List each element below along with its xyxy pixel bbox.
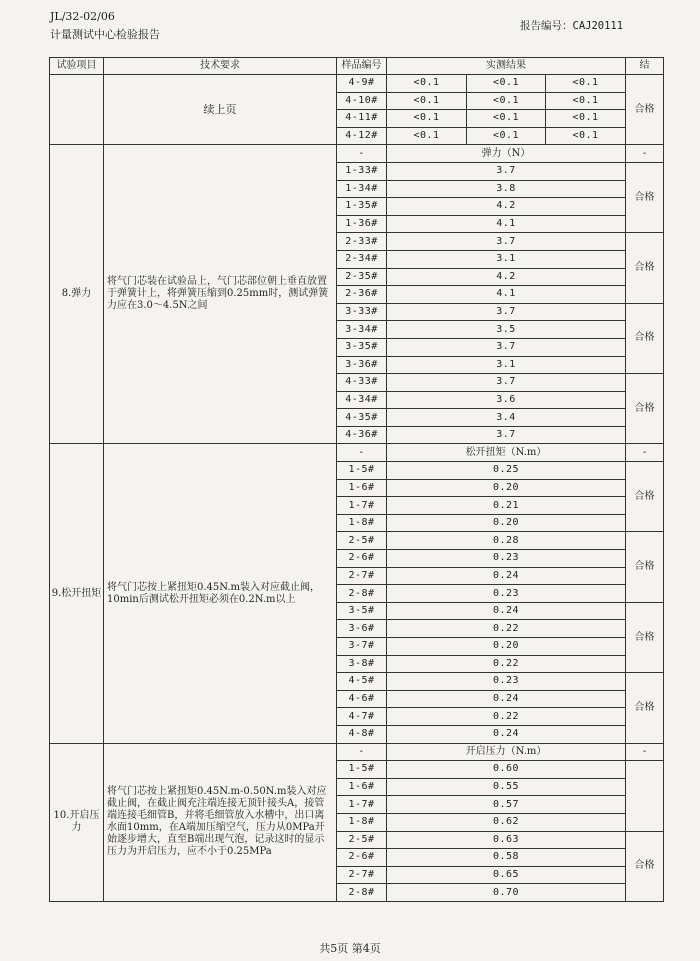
conclusion-cell: 合格 xyxy=(626,673,664,743)
measured-value: 3.7 xyxy=(387,426,626,444)
measured-value: <0.1 xyxy=(546,75,626,93)
measured-value: 0.21 xyxy=(387,497,626,515)
item-cell xyxy=(50,75,104,145)
measured-value: <0.1 xyxy=(546,110,626,128)
measured-value: 0.70 xyxy=(387,884,626,902)
continued-requirement: 续上页 xyxy=(104,75,337,145)
table-row xyxy=(50,75,664,93)
test-item-name: 9.松开扭矩 xyxy=(50,444,104,743)
measured-value: <0.1 xyxy=(467,75,546,93)
subheader-sample: - xyxy=(337,145,387,163)
measured-value: 3.8 xyxy=(387,180,626,198)
test-item-name: 8.弹力 xyxy=(50,145,104,444)
measured-value: 3.7 xyxy=(387,374,626,392)
col-header-requirement: 技术要求 xyxy=(104,58,337,75)
sample-id: 3-6# xyxy=(337,620,387,638)
measured-value: 4.1 xyxy=(387,215,626,233)
sample-id: 2-34# xyxy=(337,250,387,268)
sample-id: 3-8# xyxy=(337,655,387,673)
measured-value: 4.1 xyxy=(387,286,626,304)
measured-value: 4.2 xyxy=(387,198,626,216)
subheader-sample: - xyxy=(337,444,387,462)
subheader-result: - xyxy=(626,145,664,163)
col-header-item: 试验项目 xyxy=(50,58,104,75)
measured-value: 0.60 xyxy=(387,761,626,779)
measured-value: <0.1 xyxy=(387,92,467,110)
measure-label: 弹力（N） xyxy=(387,145,626,163)
subheader-sample: - xyxy=(337,743,387,761)
sample-id: 2-6# xyxy=(337,550,387,568)
conclusion-cell: 合格 xyxy=(626,374,664,444)
measured-value: <0.1 xyxy=(467,92,546,110)
conclusion-cell: 合格 xyxy=(626,602,664,672)
measured-value: 0.22 xyxy=(387,708,626,726)
measured-value: 0.62 xyxy=(387,813,626,831)
conclusion-cell: 合格 xyxy=(626,532,664,602)
technical-requirement: 将气门芯按上紧扭矩0.45N.m-0.50N.m装入对应截止阀，在截止阀充注端连接无顶针接头A，接管端连接毛细管B，并将毛细管放入水槽中，出口离水面10mm，在A端加压缩空气，压力从0MPa开始逐步增大，直至B端出现气泡，记录这时的显示压力为开启压力，应不小于0.25MPa xyxy=(104,743,337,901)
sample-id: 3-5# xyxy=(337,602,387,620)
measured-value: 3.7 xyxy=(387,162,626,180)
measured-value: 0.24 xyxy=(387,690,626,708)
sample-id: 1-34# xyxy=(337,180,387,198)
sample-id: 2-5# xyxy=(337,532,387,550)
sample-id: 4-7# xyxy=(337,708,387,726)
col-header-measured: 实测结果 xyxy=(387,58,626,75)
sample-id: 1-8# xyxy=(337,514,387,532)
measured-value: <0.1 xyxy=(467,127,546,145)
sample-id: 4-8# xyxy=(337,725,387,743)
measured-value: 0.55 xyxy=(387,778,626,796)
sample-id: 2-8# xyxy=(337,884,387,902)
section-subheader-row xyxy=(50,444,664,462)
sample-id: 4-35# xyxy=(337,409,387,427)
conclusion-cell: 合格 xyxy=(626,303,664,373)
measured-value: 3.1 xyxy=(387,250,626,268)
measured-value: 0.65 xyxy=(387,866,626,884)
measured-value: 0.20 xyxy=(387,479,626,497)
sample-id: 2-8# xyxy=(337,585,387,603)
sample-id: 1-6# xyxy=(337,479,387,497)
test-item-name: 10.开启压力 xyxy=(50,743,104,901)
sample-id: 4-11# xyxy=(337,110,387,128)
conclusion-cell xyxy=(626,761,664,831)
measured-value: 3.6 xyxy=(387,391,626,409)
sample-id: 1-8# xyxy=(337,813,387,831)
measured-value: <0.1 xyxy=(387,110,467,128)
sample-id: 3-34# xyxy=(337,321,387,339)
measured-value: 0.23 xyxy=(387,550,626,568)
technical-requirement: 将气门芯按上紧扭矩0.45N.m装入对应截止阀，10min后测试松开扭矩必须在0.2N.m以上 xyxy=(104,444,337,743)
sample-id: 1-36# xyxy=(337,215,387,233)
conclusion-cell: 合格 xyxy=(626,462,664,532)
measured-value: 0.20 xyxy=(387,514,626,532)
measured-value: 0.63 xyxy=(387,831,626,849)
measured-value: 0.24 xyxy=(387,725,626,743)
measured-value: 0.22 xyxy=(387,655,626,673)
measured-value: 0.28 xyxy=(387,532,626,550)
measured-value: <0.1 xyxy=(546,127,626,145)
measured-value: 0.23 xyxy=(387,585,626,603)
measured-value: 0.57 xyxy=(387,796,626,814)
measured-value: <0.1 xyxy=(387,127,467,145)
page-footer: 共5页 第4页 xyxy=(319,942,381,955)
measured-value: <0.1 xyxy=(387,75,467,93)
sample-id: 4-9# xyxy=(337,75,387,93)
technical-requirement: 将气门芯装在试验品上，气门芯部位朝上垂直放置于弹簧计上，将弹簧压缩到0.25mm时，测试弹簧力应在3.0～4.5N之间 xyxy=(104,145,337,444)
measured-value: 3.7 xyxy=(387,303,626,321)
measured-value: 3.7 xyxy=(387,233,626,251)
sample-id: 4-6# xyxy=(337,690,387,708)
sample-id: 2-5# xyxy=(337,831,387,849)
table-body xyxy=(50,75,664,902)
sample-id: 4-34# xyxy=(337,391,387,409)
report-number: 报告编号：CAJ20111 xyxy=(520,20,624,32)
sample-id: 1-6# xyxy=(337,778,387,796)
measured-value: 3.4 xyxy=(387,409,626,427)
sample-id: 3-36# xyxy=(337,356,387,374)
document-code: JL/32-02/06 xyxy=(50,10,115,23)
subheader-result: - xyxy=(626,743,664,761)
sample-id: 4-36# xyxy=(337,426,387,444)
measured-value: 0.23 xyxy=(387,673,626,691)
conclusion-cell: 合格 xyxy=(626,831,664,901)
measure-label: 开启压力（N.m） xyxy=(387,743,626,761)
sample-id: 2-35# xyxy=(337,268,387,286)
report-title: 计量测试中心检验报告 xyxy=(50,28,160,41)
conclusion-cell: 合格 xyxy=(626,233,664,303)
measured-value: 0.58 xyxy=(387,849,626,867)
sample-id: 4-10# xyxy=(337,92,387,110)
conclusion-cell: 合格 xyxy=(626,162,664,232)
col-header-sample: 样品编号 xyxy=(337,58,387,75)
sample-id: 1-33# xyxy=(337,162,387,180)
measured-value: 0.24 xyxy=(387,567,626,585)
measure-label: 松开扭矩（N.m） xyxy=(387,444,626,462)
measured-value: <0.1 xyxy=(467,110,546,128)
sample-id: 2-33# xyxy=(337,233,387,251)
sample-id: 4-12# xyxy=(337,127,387,145)
measured-value: 3.7 xyxy=(387,338,626,356)
subheader-result: - xyxy=(626,444,664,462)
measured-value: <0.1 xyxy=(546,92,626,110)
sample-id: 2-7# xyxy=(337,567,387,585)
sample-id: 1-7# xyxy=(337,497,387,515)
measured-value: 0.25 xyxy=(387,462,626,480)
report-table xyxy=(49,57,664,902)
section-subheader-row xyxy=(50,743,664,761)
sample-id: 3-33# xyxy=(337,303,387,321)
sample-id: 4-33# xyxy=(337,374,387,392)
sample-id: 1-35# xyxy=(337,198,387,216)
sample-id: 2-6# xyxy=(337,849,387,867)
col-header-conclusion: 结 xyxy=(626,58,664,75)
measured-value: 0.20 xyxy=(387,638,626,656)
sample-id: 2-7# xyxy=(337,866,387,884)
sample-id: 3-35# xyxy=(337,338,387,356)
sample-id: 1-5# xyxy=(337,761,387,779)
measured-value: 4.2 xyxy=(387,268,626,286)
measured-value: 3.1 xyxy=(387,356,626,374)
measured-value: 3.5 xyxy=(387,321,626,339)
sample-id: 4-5# xyxy=(337,673,387,691)
section-subheader-row xyxy=(50,145,664,163)
conclusion-cell: 合格 xyxy=(626,75,664,145)
measured-value: 0.22 xyxy=(387,620,626,638)
sample-id: 1-5# xyxy=(337,462,387,480)
sample-id: 3-7# xyxy=(337,638,387,656)
measured-value: 0.24 xyxy=(387,602,626,620)
sample-id: 2-36# xyxy=(337,286,387,304)
sample-id: 1-7# xyxy=(337,796,387,814)
